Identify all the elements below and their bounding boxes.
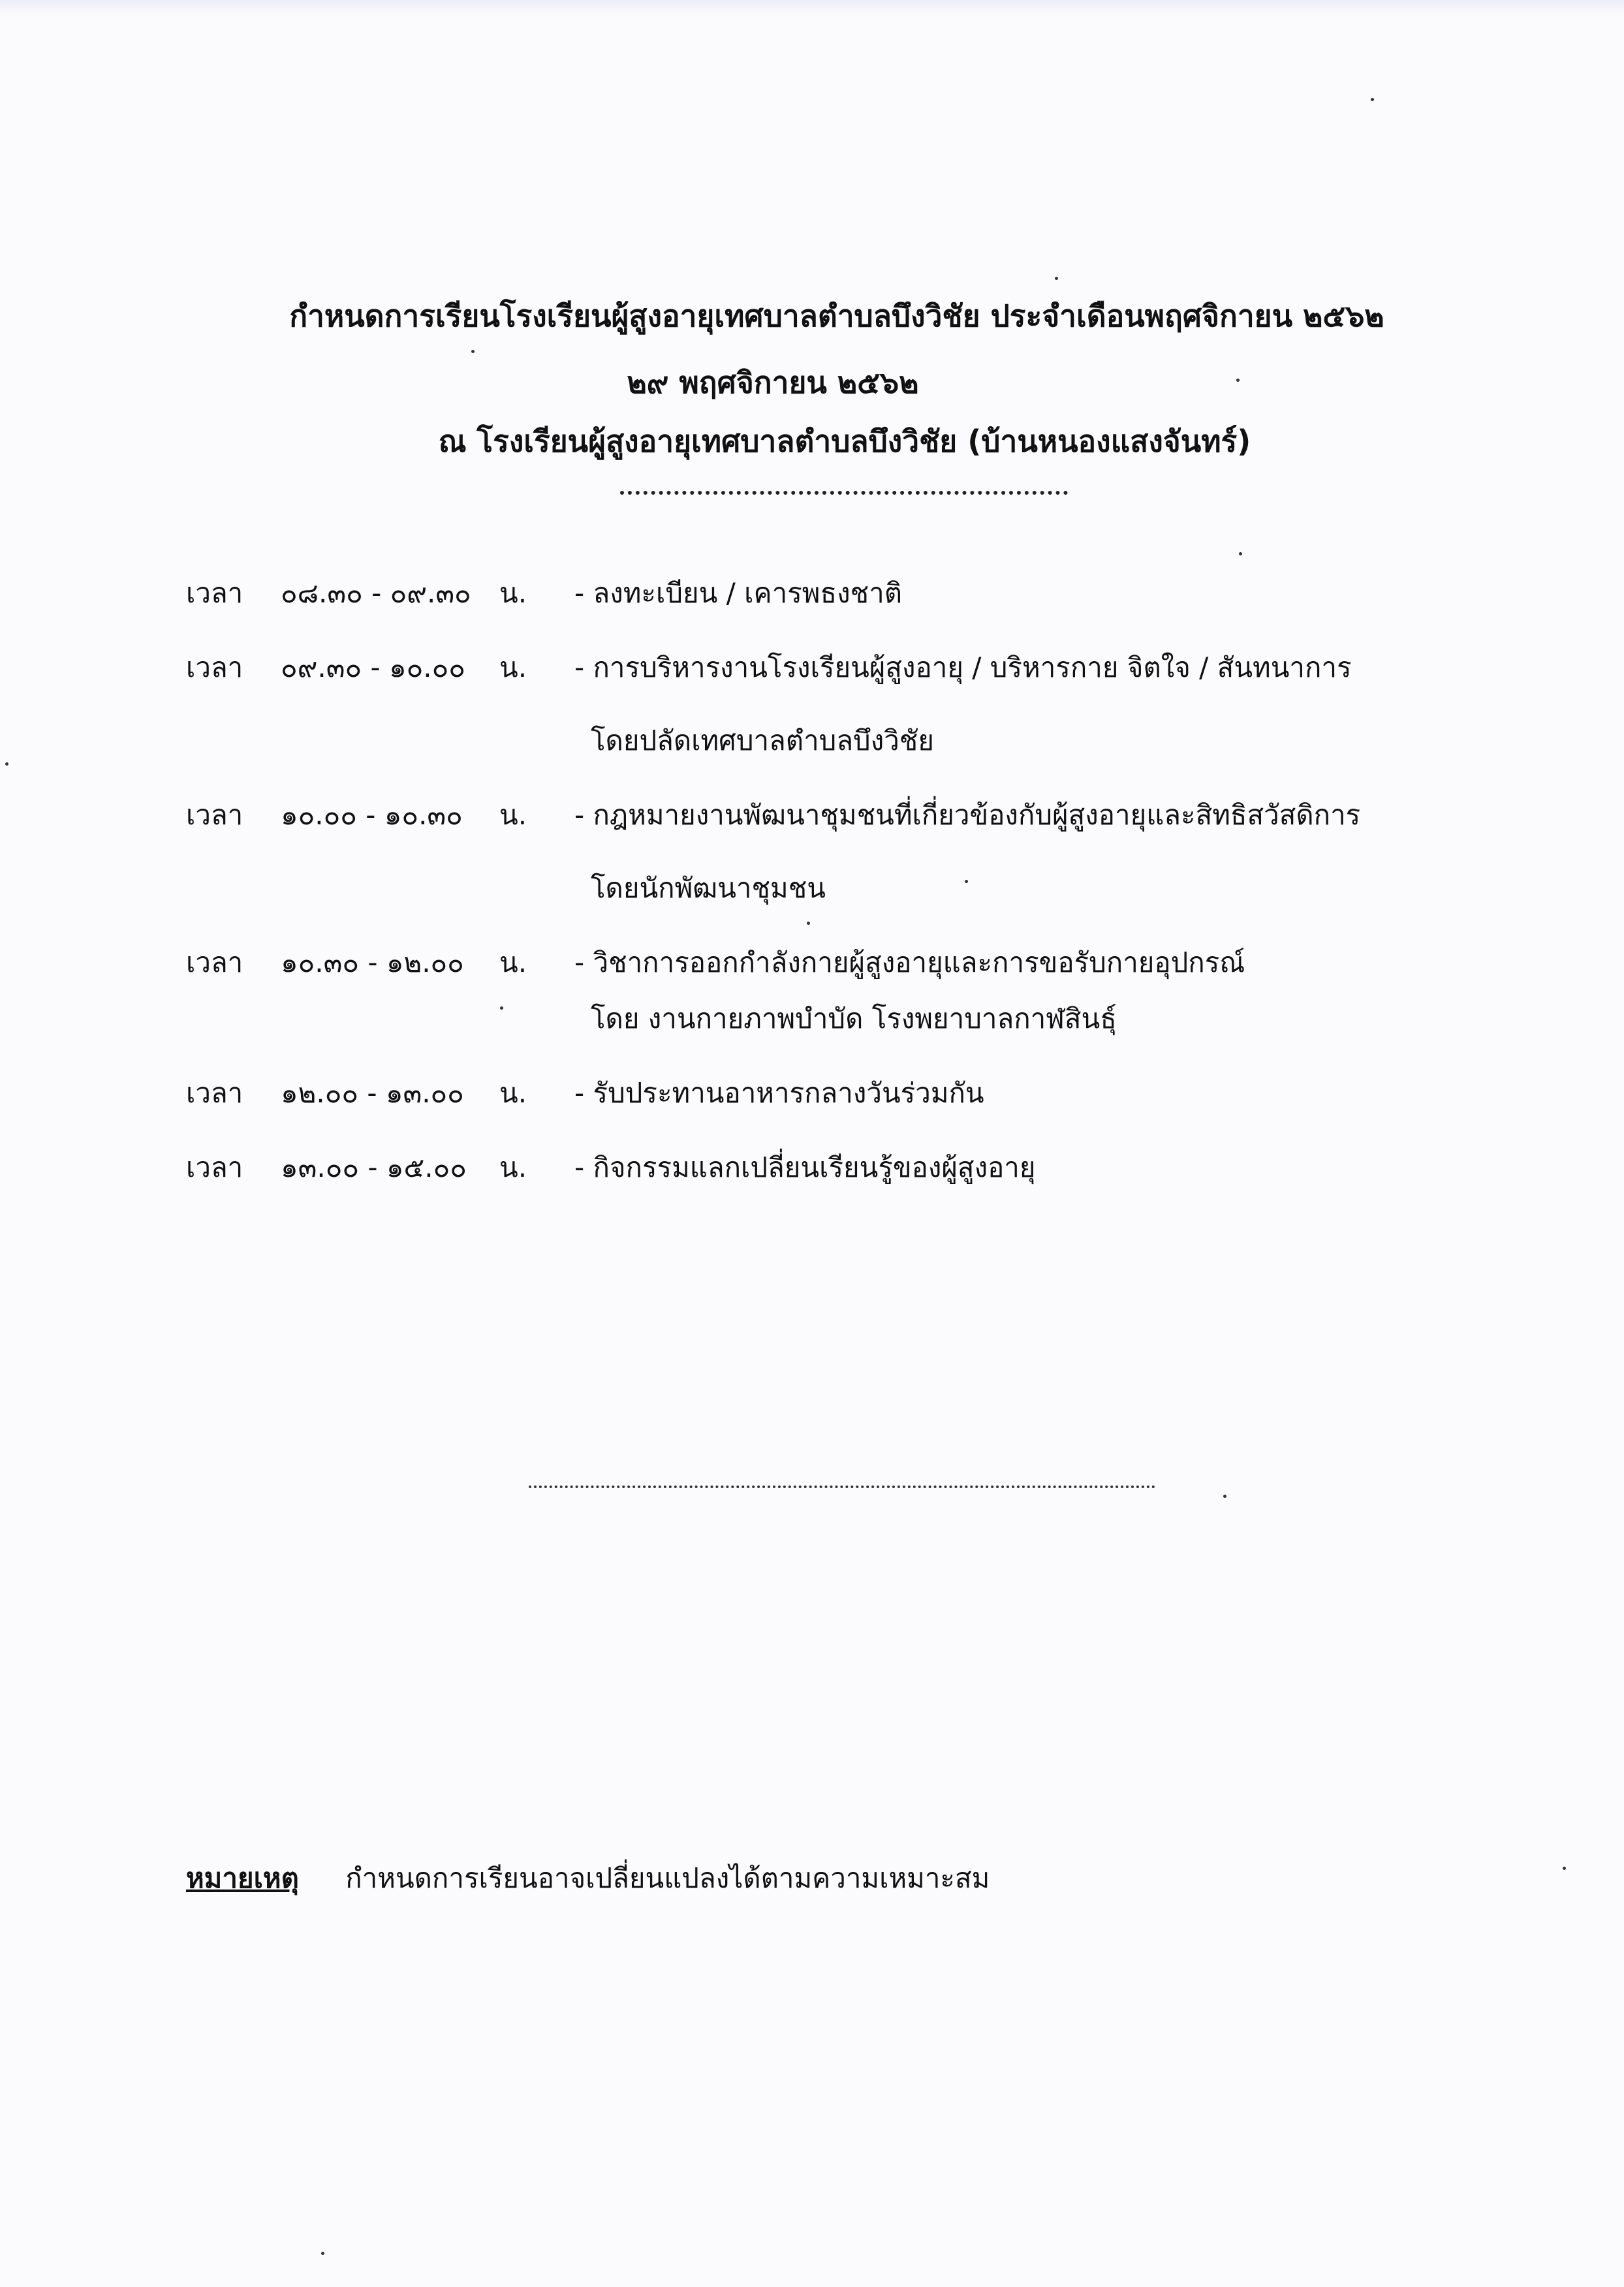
time-label: เวลา [186, 946, 243, 978]
activity: - กิจกรรมแลกเปลี่ยนเรียนรู้ของผู้สูงอายุ [574, 1151, 1036, 1183]
activity: - ลงทะเบียน / เคารพธงชาติ [574, 577, 902, 609]
time-range: ๑๐.๓๐ - ๑๒.๐๐ [281, 946, 464, 978]
schedule-venue: ณ โรงเรียนผู้สูงอายุเทศบาลตำบลบึงวิชัย (บ้านหนองแสงจันทร์) [438, 424, 1251, 459]
time-range: ๑๐.๐๐ - ๑๐.๓๐ [281, 799, 463, 831]
scan-speck [1236, 379, 1240, 382]
dotted-separator-bottom [529, 1486, 1155, 1488]
activity-presenter: โดย งานกายภาพบำบัด โรงพยาบาลกาฬสินธุ์ [591, 1003, 1117, 1035]
time-unit: น. [499, 1077, 527, 1109]
activity: - การบริหารงานโรงเรียนผู้สูงอายุ / บริหารกาย จิตใจ / สันทนาการ [574, 651, 1352, 683]
scan-speck [500, 1006, 503, 1010]
scan-speck [965, 880, 968, 883]
dotted-separator-top [620, 491, 1068, 495]
activity: - วิชาการออกกำลังกายผู้สูงอายุและการขอรับกายอุปกรณ์ [574, 946, 1245, 978]
time-range: ๐๘.๓๐ - ๐๙.๓๐ [281, 577, 471, 609]
time-unit: น. [499, 651, 527, 683]
activity-presenter: โดยปลัดเทศบาลตำบลบึงวิชัย [591, 724, 934, 756]
remark-text: กำหนดการเรียนอาจเปลี่ยนแปลงได้ตามความเหมาะสม [345, 1862, 990, 1894]
scan-speck [1239, 552, 1242, 555]
scan-speck [1371, 98, 1374, 101]
time-label: เวลา [186, 651, 243, 683]
schedule-date: ๒๙ พฤศจิกายน ๒๕๖๒ [627, 365, 919, 400]
scan-speck [807, 922, 810, 925]
time-unit: น. [499, 1151, 527, 1183]
scan-speck [5, 762, 8, 766]
activity: - รับประทานอาหารกลางวันร่วมกัน [574, 1077, 984, 1109]
time-label: เวลา [186, 1151, 243, 1183]
remark [186, 1857, 990, 1900]
time-range: ๑๒.๐๐ - ๑๓.๐๐ [281, 1077, 464, 1109]
scan-speck [1223, 1495, 1226, 1498]
scan-speck [1563, 1867, 1566, 1870]
time-unit: น. [499, 799, 527, 831]
time-range: ๐๙.๓๐ - ๑๐.๐๐ [281, 651, 465, 683]
scan-speck [1055, 277, 1058, 280]
schedule-title: กำหนดการเรียนโรงเรียนผู้สูงอายุเทศบาลตำบลบึงวิชัย ประจำเดือนพฤศจิกายน ๒๕๖๒ [289, 298, 1384, 334]
time-label: เวลา [186, 799, 243, 831]
scan-speck [471, 350, 475, 353]
remark-label: หมายเหตุ [186, 1862, 299, 1894]
activity-presenter: โดยนักพัฒนาชุมชน [591, 872, 826, 904]
scan-speck [321, 2252, 324, 2255]
time-label: เวลา [186, 1077, 243, 1109]
time-range: ๑๓.๐๐ - ๑๕.๐๐ [281, 1151, 467, 1183]
time-unit: น. [499, 577, 527, 609]
time-label: เวลา [186, 577, 243, 609]
activity: - กฎหมายงานพัฒนาชุมชนที่เกี่ยวข้องกับผู้สูงอายุและสิทธิสวัสดิการ [574, 799, 1361, 831]
time-unit: น. [499, 946, 527, 978]
